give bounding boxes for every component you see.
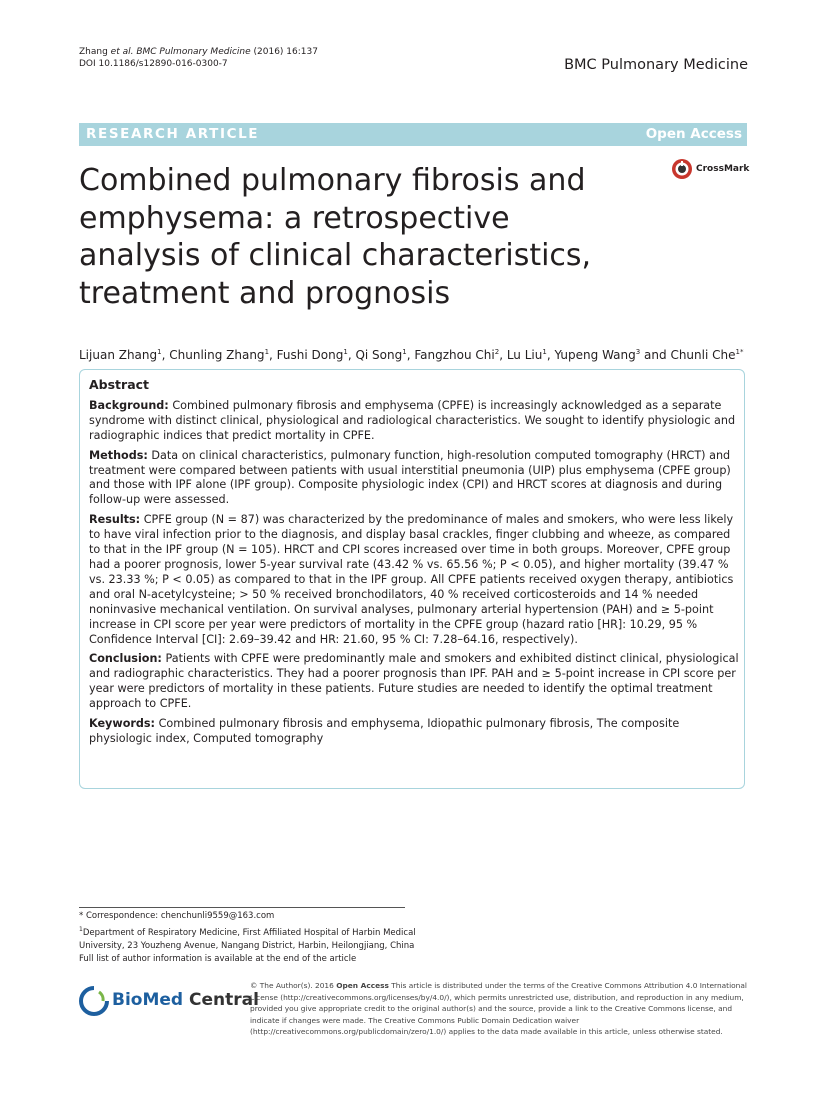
- author-info-note: Full list of author information is available at the end of the article: [79, 953, 357, 964]
- article-type-banner: [79, 123, 747, 146]
- crossmark-icon: [671, 158, 693, 180]
- biomed-central-logo: [79, 985, 259, 1017]
- header-citation: [79, 46, 318, 70]
- author: Chunling Zhang$^1$,: [169, 348, 277, 362]
- logo-text-central: Central: [183, 990, 259, 1010]
- author: Chunli Che$^{1*}$: [670, 348, 744, 362]
- logo-text-biomed: BioMed: [112, 990, 184, 1010]
- license-statement: © The Author(s). 2016 Open Access This article is distributed under the terms of the Creative Commons Attribution 4.0 International License (http://creativecommons.org/licenses/by/4.0/), which permits unrestricted use, distribution, and reproduction in any medium, provided you give appropriate credit to the original author(s) and the source, provide a link to the Creative Commons license, and indicate if changes were made. The Creative Commons Public Domain Dedication waiver (http://creativecommons.org/publicdomain/zero/1.0/) applies to the data made available in this article, unless otherwise stated.: [250, 981, 747, 1036]
- author: Fangzhou Chi$^2$,: [414, 348, 507, 362]
- footnote-divider: [79, 907, 405, 908]
- author: Lijuan Zhang$^1$,: [79, 348, 170, 362]
- open-access-label: Open Access: [645, 126, 742, 142]
- abstract-conclusion: Conclusion: Patients with CPFE were predominantly male and smokers and exhibited distinct clinical, physiological and radiographic characteristics. They had a poorer prognosis than IPF. PAH and ≥ 5-point increase in CPI score per year were predictors of mortality in these patients. Future studies are needed to identify the optimal treatment approach to CPFE.: [89, 652, 739, 711]
- abstract-heading: Abstract: [89, 377, 150, 392]
- correspondence-note: * Correspondence: chenchunli9559@163.com: [79, 911, 275, 921]
- crossmark-badge[interactable]: [671, 156, 761, 184]
- author: Fushi Dong$^1$,: [276, 348, 356, 362]
- article-title: Combined pulmonary fibrosis and emphysema: a retrospective analysis of clinical characteristics, treatment and prognosis: [79, 163, 592, 311]
- article-type: RESEARCH ARTICLE: [86, 126, 260, 142]
- citation-volume: (2016) 16:137: [250, 47, 318, 57]
- abstract-keywords: Keywords: Combined pulmonary fibrosis and emphysema, Idiopathic pulmonary fibrosis, The composite physiologic index, Computed tomography: [89, 717, 680, 745]
- doi[interactable]: DOI 10.1186/s12890-016-0300-7: [79, 59, 228, 69]
- abstract-background: Background: Combined pulmonary fibrosis and emphysema (CPFE) is increasingly acknowledged as a separate syndrome with distinct clinical, physiological and radiological characteristics. We sought to identify physiologic and radiographic indices that predict mortality in CPFE.: [89, 398, 736, 442]
- citation-journal: et al. BMC Pulmonary Medicine: [110, 47, 251, 57]
- biomed-logo-icon: [79, 986, 109, 1016]
- footnotes: [79, 910, 419, 966]
- journal-name: BMC Pulmonary Medicine: [564, 57, 748, 73]
- author-list: [79, 348, 769, 362]
- citation-authors: Zhang: [79, 47, 111, 57]
- crossmark-label: CrossMark: [696, 164, 750, 174]
- affiliation-note: $^1$Department of Respiratory Medicine, First Affiliated Hospital of Harbin Medical University, 23 Youzheng Avenue, Nangang District, Harbin, Heilongjiang, China: [79, 926, 416, 951]
- abstract-methods: Methods: Data on clinical characteristics, pulmonary function, high-resolution computed tomography (HRCT) and treatment were compared between patients with usual interstitial pneumonia (UIP) plus emphysema (CPFE group) and those with IPF alone (IPF group). Composite physiologic index (CPI) and HRCT scores at diagnosis and during follow-up were assessed.: [89, 448, 731, 507]
- author: Qi Song$^1$,: [355, 348, 415, 362]
- author: Yupeng Wang$^3$ and: [554, 348, 671, 362]
- abstract-box: [79, 369, 745, 789]
- abstract-results: Results: CPFE group (N = 87) was characterized by the predominance of males and smokers, who were less likely to have viral infection prior to the diagnosis, and display basal crackles, finger clubbing and wheeze, as compared to that in the IPF group (N = 105). HRCT and CPI scores increased over time in both groups. Moreover, CPFE group had a poorer prognosis, lower 5-year survival rate (43.42 % vs. 65.56 %; P < 0.05), and higher mortality (39.47 % vs. 23.33 %; P < 0.05) as compared to that in the IPF group. All CPFE patients received oxygen therapy, antibiotics and oral N-acetylcysteine; > 50 % received bronchodilators, 40 % received corticosteroids and 14 % needed noninvasive mechanical ventilation. On survival analyses, pulmonary arterial hypertension (PAH) and ≥ 5-point increase in CPI score per year were predictors of mortality in the CPFE group (hazard ratio [HR]: 10.29, 95 % Confidence Interval [CI]: 2.69–39.42 and HR: 21.60, 95 % CI: 7.28–64.16, respectively).: [89, 513, 734, 646]
- author: Lu Liu$^1$,: [506, 348, 555, 362]
